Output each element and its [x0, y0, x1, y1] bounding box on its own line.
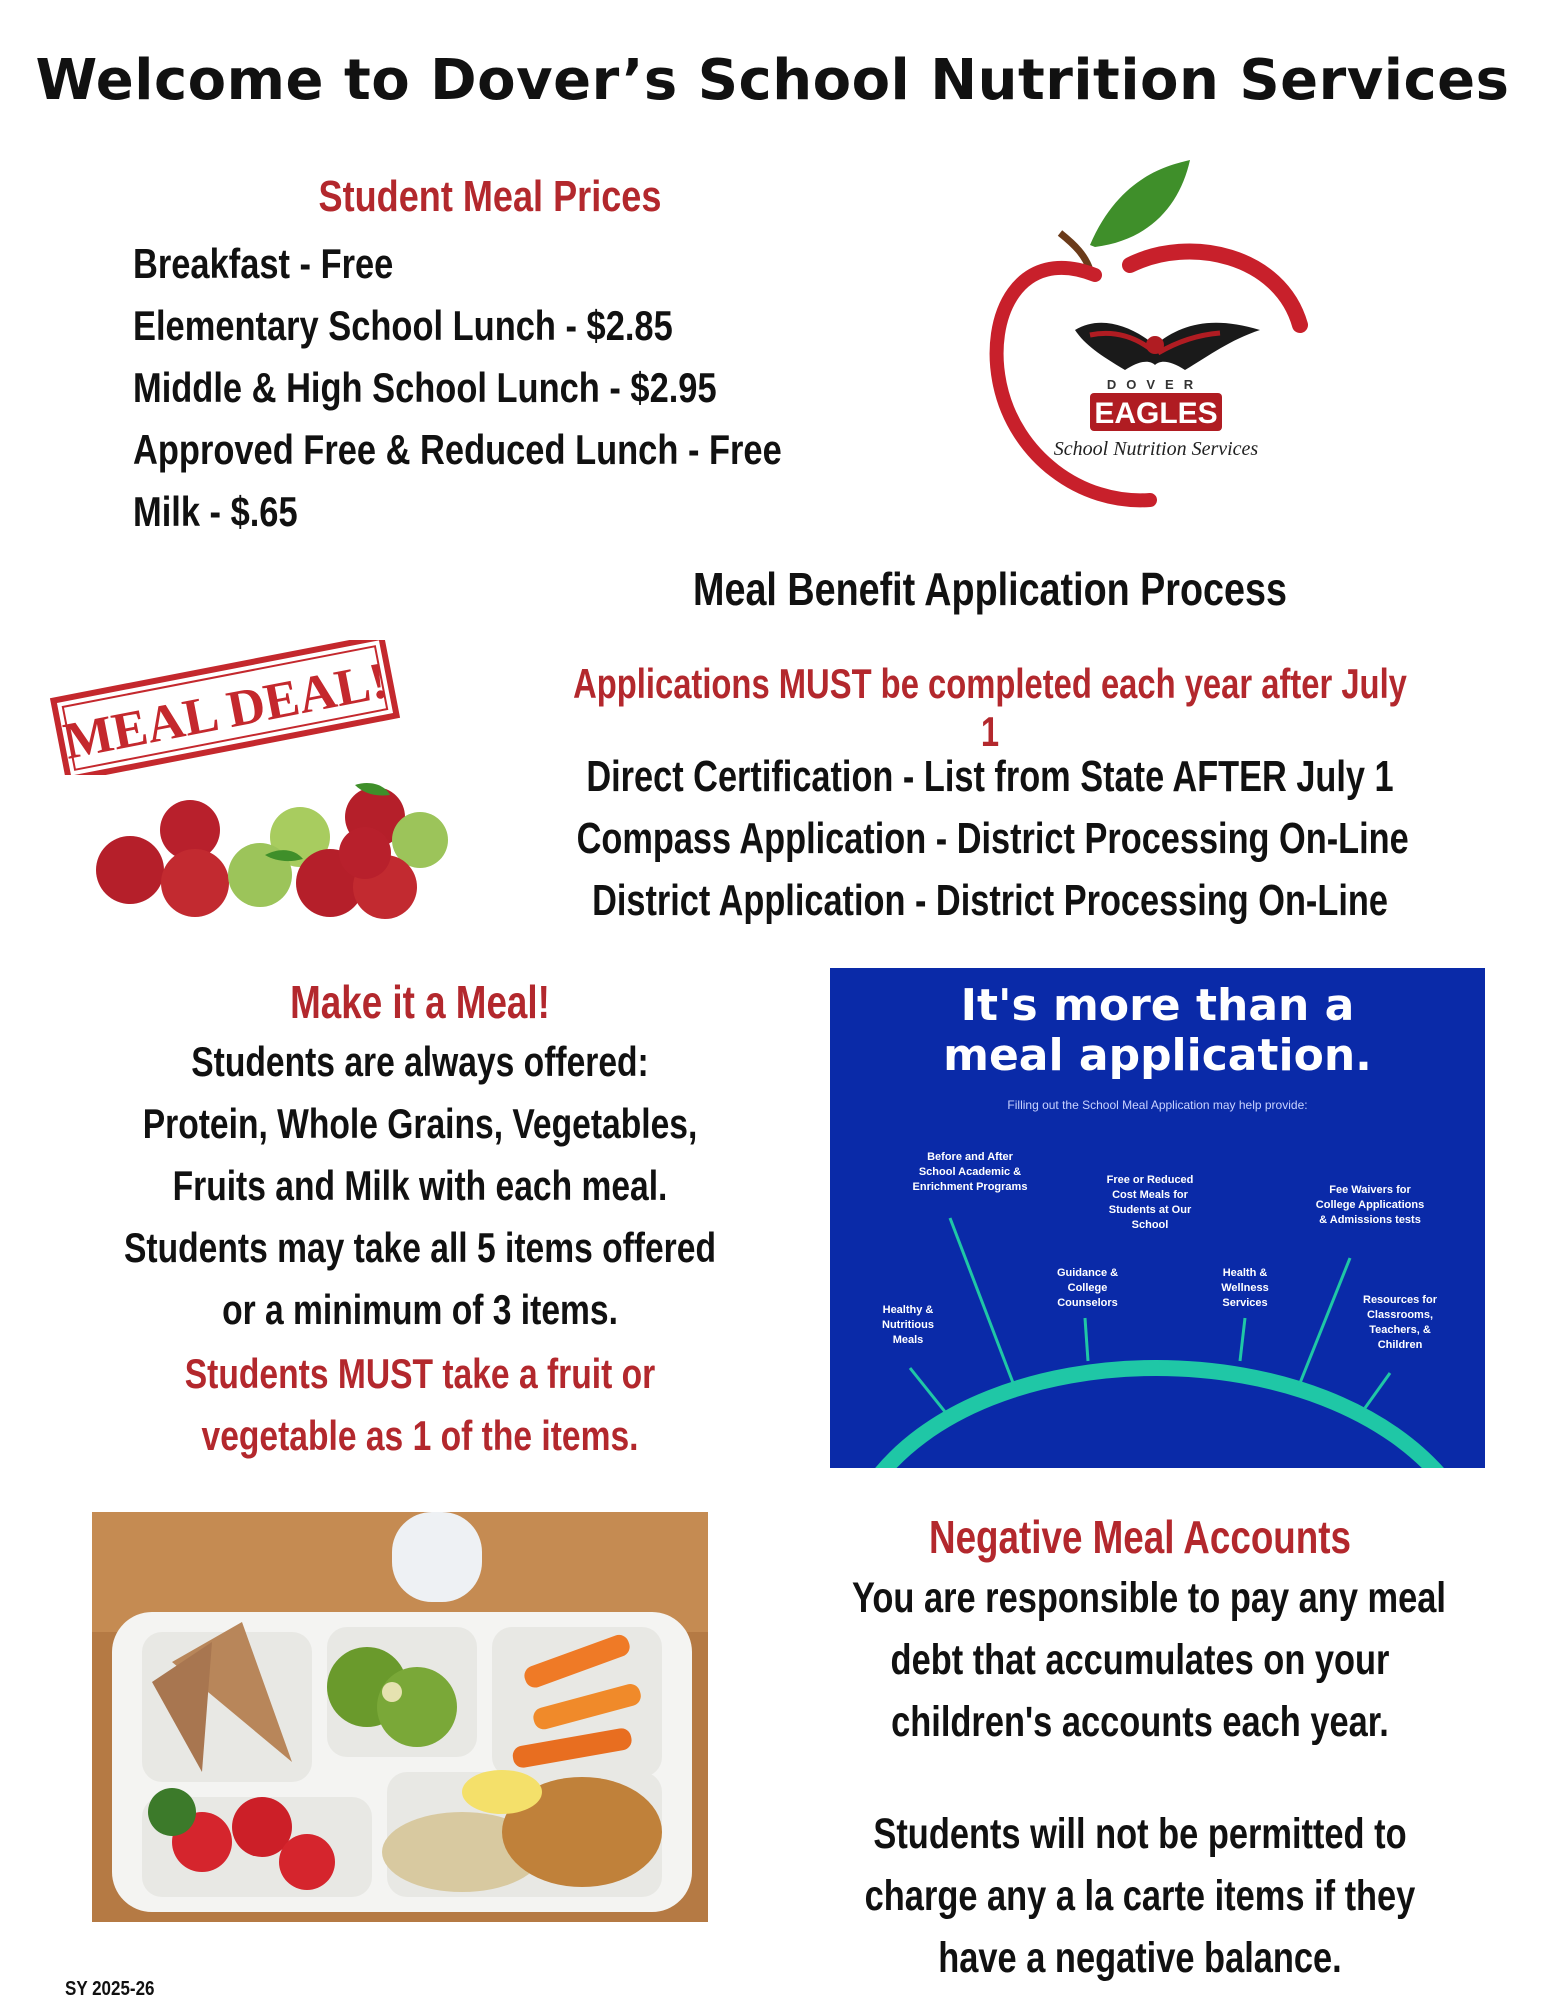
info-item-healthy-meals: Healthy & Nutritious Meals [882, 1304, 934, 1346]
info-arc-graphic [830, 968, 1485, 1468]
meal-application-info-graphic [830, 968, 1485, 1468]
price-middle-high-lunch: Middle & High School Lunch - $2.95 [133, 364, 717, 411]
meal-line-minimum-three: or a minimum of 3 items. [222, 1286, 618, 1333]
info-title-line-1: It's more than a [960, 980, 1355, 1031]
info-item-free-meals: Free or Reduced Cost Meals for Students at Our School [1106, 1174, 1194, 1231]
info-item-health: Health & Wellness Services [1221, 1267, 1269, 1309]
application-direct-certification: Direct Certification - List from State AFTER July 1 [586, 752, 1394, 801]
info-item-programs: Before and After School Academic & Enrichment Programs [912, 1151, 1028, 1193]
price-milk: Milk - $.65 [133, 488, 298, 535]
apple-eagle-logo-icon [980, 155, 1340, 525]
application-warning: Applications MUST be completed each year after July 1 [573, 660, 1407, 755]
negative-para1-line-1: You are responsible to pay any meal [852, 1574, 1446, 1622]
negative-para2-line-3: have a negative balance. [938, 1934, 1342, 1982]
meal-emphasis-line-2: vegetable as 1 of the items. [201, 1412, 639, 1459]
info-item-guidance: Guidance & College Counselors [1056, 1267, 1119, 1309]
price-breakfast: Breakfast - Free [133, 240, 394, 287]
meal-line-fruits-milk: Fruits and Milk with each meal. [172, 1162, 668, 1209]
negative-para2-line-1: Students will not be permitted to [873, 1810, 1407, 1858]
meal-emphasis-line-1: Students MUST take a fruit or [184, 1350, 656, 1397]
info-subtitle: Filling out the School Meal Application may help provide: [1007, 1098, 1308, 1112]
lunch-tray-image [92, 1512, 708, 1922]
school-year-label: SY 2025-26 [65, 1978, 155, 2000]
meal-line-all-five: Students may take all 5 items offered [124, 1224, 716, 1271]
negative-para1-line-3: children's accounts each year. [891, 1698, 1389, 1746]
application-heading: Meal Benefit Application Process [693, 563, 1287, 615]
application-district: District Application - District Processing On-Line [592, 876, 1388, 925]
negative-para1-line-2: debt that accumulates on your [890, 1636, 1390, 1684]
negative-para2-line-2: charge any a la carte items if they [864, 1872, 1416, 1920]
info-item-resources: Resources for Classrooms, Teachers, & Children [1363, 1294, 1437, 1351]
page-title: Welcome to Dover’s School Nutrition Services [35, 48, 1510, 113]
info-title-line-2: meal application. [943, 1030, 1372, 1081]
apples-image [85, 775, 465, 925]
logo-school-name: DOVER [1106, 377, 1204, 392]
nutrition-services-logo [980, 155, 1340, 525]
meal-line-offered: Students are always offered: [191, 1038, 649, 1085]
logo-mascot: EAGLES [1094, 397, 1218, 430]
meal-line-components: Protein, Whole Grains, Vegetables, [142, 1100, 698, 1147]
negative-accounts-heading: Negative Meal Accounts [929, 1511, 1351, 1563]
price-free-reduced-lunch: Approved Free & Reduced Lunch - Free [133, 426, 782, 473]
info-item-fee-waivers: Fee Waivers for College Applications & Admissions tests [1315, 1184, 1425, 1226]
logo-tagline: School Nutrition Services [1053, 438, 1259, 460]
meal-heading: Make it a Meal! [290, 976, 550, 1028]
application-compass: Compass Application - District Processing On-Line [576, 814, 1409, 863]
prices-heading: Student Meal Prices [318, 172, 662, 221]
meal-deal-stamp [40, 640, 410, 775]
price-elementary-lunch: Elementary School Lunch - $2.85 [133, 302, 673, 349]
stamp-text: MEAL DEAL! [59, 652, 393, 771]
